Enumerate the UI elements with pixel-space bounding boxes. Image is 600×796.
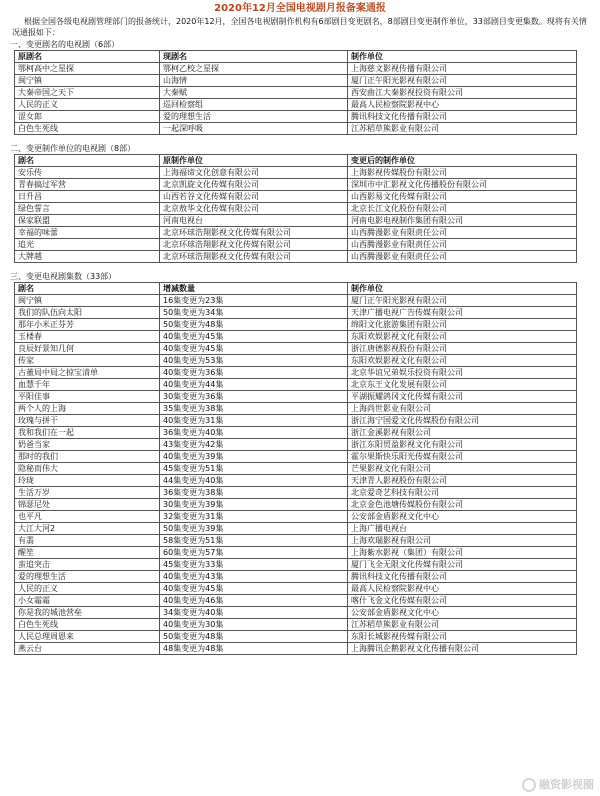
table-cell: 山西腾漫影业有限责任公司: [348, 239, 577, 251]
column-header: 现剧名: [160, 51, 348, 63]
table-cell: 58集变更为51集: [160, 535, 348, 547]
table-cell: 43集变更为42集: [160, 439, 348, 451]
table-cell: 40集变更为45集: [160, 331, 348, 343]
table-cell: 白色生死线: [15, 123, 160, 135]
table-cell: 上海慈文影视传播有限公司: [348, 63, 577, 75]
table-row: [15, 239, 577, 251]
table-cell: 50集变更为48集: [160, 319, 348, 331]
table-cell: 安乐传: [15, 167, 160, 179]
section-heading: 二、变更制作单位的电视剧（8部）: [10, 144, 136, 153]
table-row: [15, 227, 577, 239]
table-row: [15, 391, 577, 403]
table-cell: 50集变更为34集: [160, 307, 348, 319]
table-row: [15, 463, 577, 475]
table-cell: 追光: [15, 239, 160, 251]
table-cell: 平湖振耀鸽冈文化传媒有限公司: [348, 391, 577, 403]
table-cell: 山西腾漫影业有限责任公司: [348, 251, 577, 263]
table-cell: 北京敖华文化传媒有限公司: [160, 203, 348, 215]
table-cell: 浙江海宁国爱文化传媒股份有限公司: [348, 415, 577, 427]
table-cell: 我和我们在一起: [15, 427, 160, 439]
section-heading: 一、变更剧名的电视剧（6部）: [10, 40, 120, 49]
table-cell: 爱的理想生活: [160, 111, 348, 123]
table-row: [15, 307, 577, 319]
table-cell: 40集变更为46集: [160, 595, 348, 607]
table-cell: 古董局中局之掠宝清单: [15, 367, 160, 379]
table-cell: 腾讯科技文化传播有限公司: [348, 571, 577, 583]
table-cell: 40集变更为36集: [160, 367, 348, 379]
table-cell: 上海影视传媒股份有限公司: [348, 167, 577, 179]
column-header: 制作单位: [348, 283, 577, 295]
table-cell: 上海腾讯企鹅影视文化传播有限公司: [348, 643, 577, 655]
table-cell: 厦门正午阳光影视有限公司: [348, 295, 577, 307]
column-header: 原剧名: [15, 51, 160, 63]
page-title: 2020年12月全国电视剧月报备案通报: [214, 3, 386, 14]
table-row: [15, 631, 577, 643]
section-spacer: [0, 135, 600, 142]
table-cell: 最高人民检察院影视中心: [348, 99, 577, 111]
table-cell: 深圳市中汇影视文化传播股份有限公司: [348, 179, 577, 191]
table-cell: 血慧千年: [15, 379, 160, 391]
table-row: [15, 499, 577, 511]
table-cell: 也平凡: [15, 511, 160, 523]
table-cell: 小女霜霜: [15, 595, 160, 607]
table-cell: 传家: [15, 355, 160, 367]
table-cell: 天津广播电视广告传媒有限公司: [348, 307, 577, 319]
table-cell: 玫瑰与拼干: [15, 415, 160, 427]
table-cell: 40集变更为44集: [160, 379, 348, 391]
table-row: [15, 179, 577, 191]
table-row: [15, 559, 577, 571]
table-cell: 醒笙: [15, 547, 160, 559]
table-row: [15, 63, 577, 75]
table-cell: 闽宁镇: [15, 75, 160, 87]
table-cell: 44集变更为40集: [160, 475, 348, 487]
table-cell: 青春搞过军营: [15, 179, 160, 191]
intro-paragraph: 根据全国各级电视剧管理部门的报备统计，2020年12月，全国各电视剧制作机构有6部剧目变更剧名，8部剧目变更制作单位，33部剧目变更集数。现将有关情况通报如下：: [12, 17, 587, 37]
table-cell: 隐秘而伟大: [15, 463, 160, 475]
table-row: [15, 367, 577, 379]
table-row: [15, 355, 577, 367]
table-cell: 涩女郎: [15, 111, 160, 123]
table-row: [15, 427, 577, 439]
table-cell: 日升昌: [15, 191, 160, 203]
table-cell: 河南电影电视制作集团有限公司: [348, 215, 577, 227]
table-cell: 白色生死线: [15, 619, 160, 631]
table-cell: 40集变更为45集: [160, 343, 348, 355]
section-table: [14, 154, 577, 263]
table-cell: 40集变更为31集: [160, 415, 348, 427]
table-row: [15, 203, 577, 215]
table-row: [15, 439, 577, 451]
table-header-row: [15, 51, 577, 63]
table-cell: 腾讯科技文化传播有限公司: [348, 111, 577, 123]
table-cell: 平阳佳事: [15, 391, 160, 403]
section-heading: 三、变更电视剧集数（33部）: [10, 272, 117, 281]
table-row: [15, 111, 577, 123]
table-cell: 60集变更为57集: [160, 547, 348, 559]
table-cell: 蛮追突击: [15, 559, 160, 571]
table-cell: 有翡: [15, 535, 160, 547]
table-cell: 北京环球浩翔影视文化传媒有限公司: [160, 227, 348, 239]
table-cell: 35集变更为38集: [160, 403, 348, 415]
table-cell: 绿色誓言: [15, 203, 160, 215]
table-cell: 绵阳文化旅游集团有限公司: [348, 319, 577, 331]
table-row: [15, 191, 577, 203]
table-cell: 良辰好景知几何: [15, 343, 160, 355]
table-cell: 大江大河2: [15, 523, 160, 535]
table-cell: 鄂柯高中之星探: [15, 63, 160, 75]
table-cell: 喀什飞金文化传媒有限公司: [348, 595, 577, 607]
table-cell: 上海福谛文化创意有限公司: [160, 167, 348, 179]
table-row: [15, 595, 577, 607]
table-cell: 北京华谊兄弟娱乐投资有限公司: [348, 367, 577, 379]
table-row: [15, 487, 577, 499]
table-cell: 北京东王文化发展有限公司: [348, 379, 577, 391]
table-cell: 北京金色池塘传媒股份有限公司: [348, 499, 577, 511]
table-cell: 北京爱奇艺科技有限公司: [348, 487, 577, 499]
table-cell: 上海广播电视台: [348, 523, 577, 535]
watermark: [522, 778, 594, 792]
table-cell: 巡回检察组: [160, 99, 348, 111]
table-cell: 山西腾漫影业有限责任公司: [348, 227, 577, 239]
table-cell: 45集变更为33集: [160, 559, 348, 571]
table-row: [15, 123, 577, 135]
table-cell: 公安部金盾影视文化中心: [348, 511, 577, 523]
table-cell: 天津青人影视股份有限公司: [348, 475, 577, 487]
table-cell: 燕云台: [15, 643, 160, 655]
table-row: [15, 619, 577, 631]
table-cell: 40集变更为45集: [160, 583, 348, 595]
table-row: [15, 331, 577, 343]
table-cell: 我们的队伍向太阳: [15, 307, 160, 319]
column-header: 剧名: [15, 283, 160, 295]
table-cell: 浙江唐德影视股份有限公司: [348, 343, 577, 355]
table-cell: 那时的我们: [15, 451, 160, 463]
table-cell: 山海情: [160, 75, 348, 87]
section-table: [14, 50, 577, 135]
table-cell: 32集变更为31集: [160, 511, 348, 523]
column-header: 制作单位: [348, 51, 577, 63]
table-row: [15, 475, 577, 487]
table-header-row: [15, 283, 577, 295]
table-row: [15, 643, 577, 655]
section-spacer: [0, 263, 600, 270]
table-cell: 浙江东阳贸盈影视文化有限公司: [348, 439, 577, 451]
table-row: [15, 75, 577, 87]
table-cell: 上海欢瑞影视有限公司: [348, 535, 577, 547]
table-cell: 山西若谷文化传媒有限公司: [160, 191, 348, 203]
table-cell: 生活万岁: [15, 487, 160, 499]
table-cell: 北京长江文化股份有限公司: [348, 203, 577, 215]
table-cell: 人民的正义: [15, 99, 160, 111]
table-cell: 48集变更为48集: [160, 643, 348, 655]
table-cell: 玲珑: [15, 475, 160, 487]
table-cell: 36集变更为38集: [160, 487, 348, 499]
table-row: [15, 403, 577, 415]
table-cell: 34集变更为40集: [160, 607, 348, 619]
table-cell: 50集变更为39集: [160, 523, 348, 535]
table-cell: 东阳欢娱影视文化有限公司: [348, 331, 577, 343]
watermark-text: 融资影视圈: [539, 778, 594, 792]
table-row: [15, 167, 577, 179]
table-cell: 西安曲江大秦影视投资有限公司: [348, 87, 577, 99]
sections-container: [0, 39, 600, 655]
column-header: 增减数量: [160, 283, 348, 295]
table-row: [15, 415, 577, 427]
table-row: [15, 523, 577, 535]
table-row: [15, 87, 577, 99]
table-row: [15, 215, 577, 227]
table-cell: 奶爸当家: [15, 439, 160, 451]
table-cell: 30集变更为39集: [160, 499, 348, 511]
table-cell: 江苏稻草熊影业有限公司: [348, 619, 577, 631]
table-cell: 那年小米正芬芳: [15, 319, 160, 331]
table-row: [15, 343, 577, 355]
table-row: [15, 251, 577, 263]
table-row: [15, 319, 577, 331]
table-row: [15, 547, 577, 559]
table-cell: 玉楼春: [15, 331, 160, 343]
table-row: [15, 607, 577, 619]
table-cell: 大牌越: [15, 251, 160, 263]
table-cell: 最高人民检察院影视中心: [348, 583, 577, 595]
table-cell: 两个人的上海: [15, 403, 160, 415]
table-cell: 鄂柯乙校之星探: [160, 63, 348, 75]
table-cell: 东阳欢娱影视文化有限公司: [348, 355, 577, 367]
table-row: [15, 535, 577, 547]
table-cell: 厦门飞全无限文化传媒有限公司: [348, 559, 577, 571]
table-cell: 公安部金盾影视文化中心: [348, 607, 577, 619]
table-cell: 一起深呼吸: [160, 123, 348, 135]
table-cell: 闽宁镇: [15, 295, 160, 307]
table-header-row: [15, 155, 577, 167]
table-cell: 北京凯旋文化传媒有限公司: [160, 179, 348, 191]
table-row: [15, 295, 577, 307]
column-header: 原制作单位: [160, 155, 348, 167]
table-cell: 40集变更为43集: [160, 571, 348, 583]
table-cell: 大秦赋: [160, 87, 348, 99]
table-cell: 人民的正义: [15, 583, 160, 595]
table-cell: 40集变更为39集: [160, 451, 348, 463]
table-cell: 芒果影视文化有限公司: [348, 463, 577, 475]
table-cell: 浙江金溪影视有限公司: [348, 427, 577, 439]
weibo-logo-icon: [522, 778, 536, 792]
table-row: [15, 583, 577, 595]
table-row: [15, 511, 577, 523]
table-cell: 爱的理想生活: [15, 571, 160, 583]
table-row: [15, 451, 577, 463]
column-header: 剧名: [15, 155, 160, 167]
table-cell: 16集变更为23集: [160, 295, 348, 307]
table-cell: 上海尚世影业有限公司: [348, 403, 577, 415]
table-cell: 霍尔果斯快乐阳光传媒有限公司: [348, 451, 577, 463]
table-cell: 东阳长城影视传媒有限公司: [348, 631, 577, 643]
table-cell: 45集变更为51集: [160, 463, 348, 475]
table-cell: 保家联盟: [15, 215, 160, 227]
table-cell: 人民总理周恩来: [15, 631, 160, 643]
table-cell: 河南电视台: [160, 215, 348, 227]
table-cell: 40集变更为53集: [160, 355, 348, 367]
table-cell: 上海紫水影视（集团）有限公司: [348, 547, 577, 559]
table-cell: 江苏稻草熊影业有限公司: [348, 123, 577, 135]
table-cell: 北京环球浩翔影视文化传媒有限公司: [160, 239, 348, 251]
table-cell: 40集变更为30集: [160, 619, 348, 631]
table-row: [15, 571, 577, 583]
table-row: [15, 379, 577, 391]
table-cell: 山西影易文化传媒有限公司: [348, 191, 577, 203]
table-cell: 锦瑟尼处: [15, 499, 160, 511]
table-cell: 大秦帝国之天下: [15, 87, 160, 99]
table-cell: 30集变更为36集: [160, 391, 348, 403]
section-table: [14, 282, 577, 655]
column-header: 变更后的制作单位: [348, 155, 577, 167]
table-cell: 厦门正午阳光影视有限公司: [348, 75, 577, 87]
table-cell: 36集变更为40集: [160, 427, 348, 439]
table-cell: 你是我的城池营垒: [15, 607, 160, 619]
table-cell: 幸福的味蕾: [15, 227, 160, 239]
table-cell: 北京环球浩翔影视文化传媒有限公司: [160, 251, 348, 263]
table-row: [15, 99, 577, 111]
table-cell: 50集变更为48集: [160, 631, 348, 643]
